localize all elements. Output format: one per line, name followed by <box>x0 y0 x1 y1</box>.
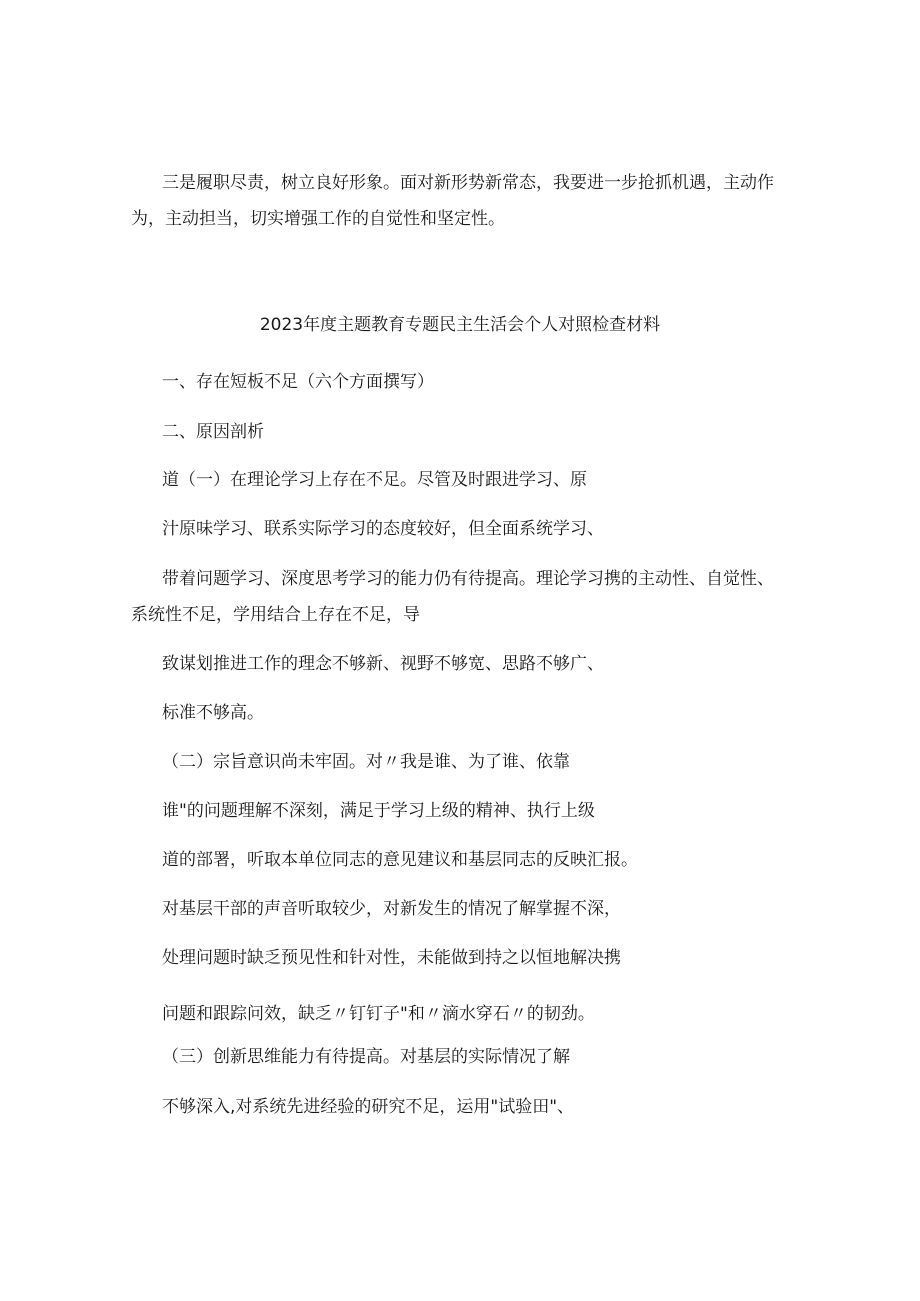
body-line: 汁原味学习、联系实际学习的态度较好，但全面系统学习、 <box>162 519 604 539</box>
body-line: 带着问题学习、深度思考学习的能力仍有待提高。理论学习携的主动性、自觉性、 <box>162 569 774 589</box>
body-line: 道的部署，听取本单位同志的意见建议和基层同志的反映汇报。 <box>162 850 638 870</box>
body-line: 谁"的问题理解不深刻，满足于学习上级的精神、执行上级 <box>162 801 595 821</box>
body-line: 标准不够高。 <box>162 703 264 723</box>
body-line: 系统性不足，学用结合上存在不足，导 <box>131 605 420 625</box>
section-heading-1: 一、存在短板不足（六个方面撰写） <box>162 372 434 392</box>
body-line: 不够深入,对系统先进经验的研究不足，运用"试验田"、 <box>162 1097 575 1117</box>
body-line: （二）宗旨意识尚未牢固。对〃我是谁、为了谁、依靠 <box>162 752 570 772</box>
intro-line-1: 三是履职尽责，树立良好形象。面对新形势新常态，我要进一步抢抓机遇，主动作 <box>162 173 774 193</box>
document-title: 2023年度主题教育专题民主生活会个人对照检查材料 <box>259 315 661 335</box>
section-heading-2: 二、原因剖析 <box>162 422 264 442</box>
body-line: 问题和跟踪问效，缺乏〃钉钉子"和〃滴水穿石〃的韧劲。 <box>162 1004 595 1024</box>
intro-line-2: 为，主动担当，切实增强工作的自觉性和坚定性。 <box>131 209 505 229</box>
body-line: 处理问题时缺乏预见性和针对性，未能做到持之以恒地解决携 <box>162 948 621 968</box>
body-line: 致谋划推进工作的理念不够新、视野不够宽、思路不够广、 <box>162 654 604 674</box>
body-line: （三）创新思维能力有待提高。对基层的实际情况了解 <box>162 1047 570 1067</box>
body-line: 对基层干部的声音听取较少，对新发生的情况了解掌握不深， <box>162 899 621 919</box>
body-line: 道（一）在理论学习上存在不足。尽管及时跟进学习、原 <box>162 470 587 490</box>
